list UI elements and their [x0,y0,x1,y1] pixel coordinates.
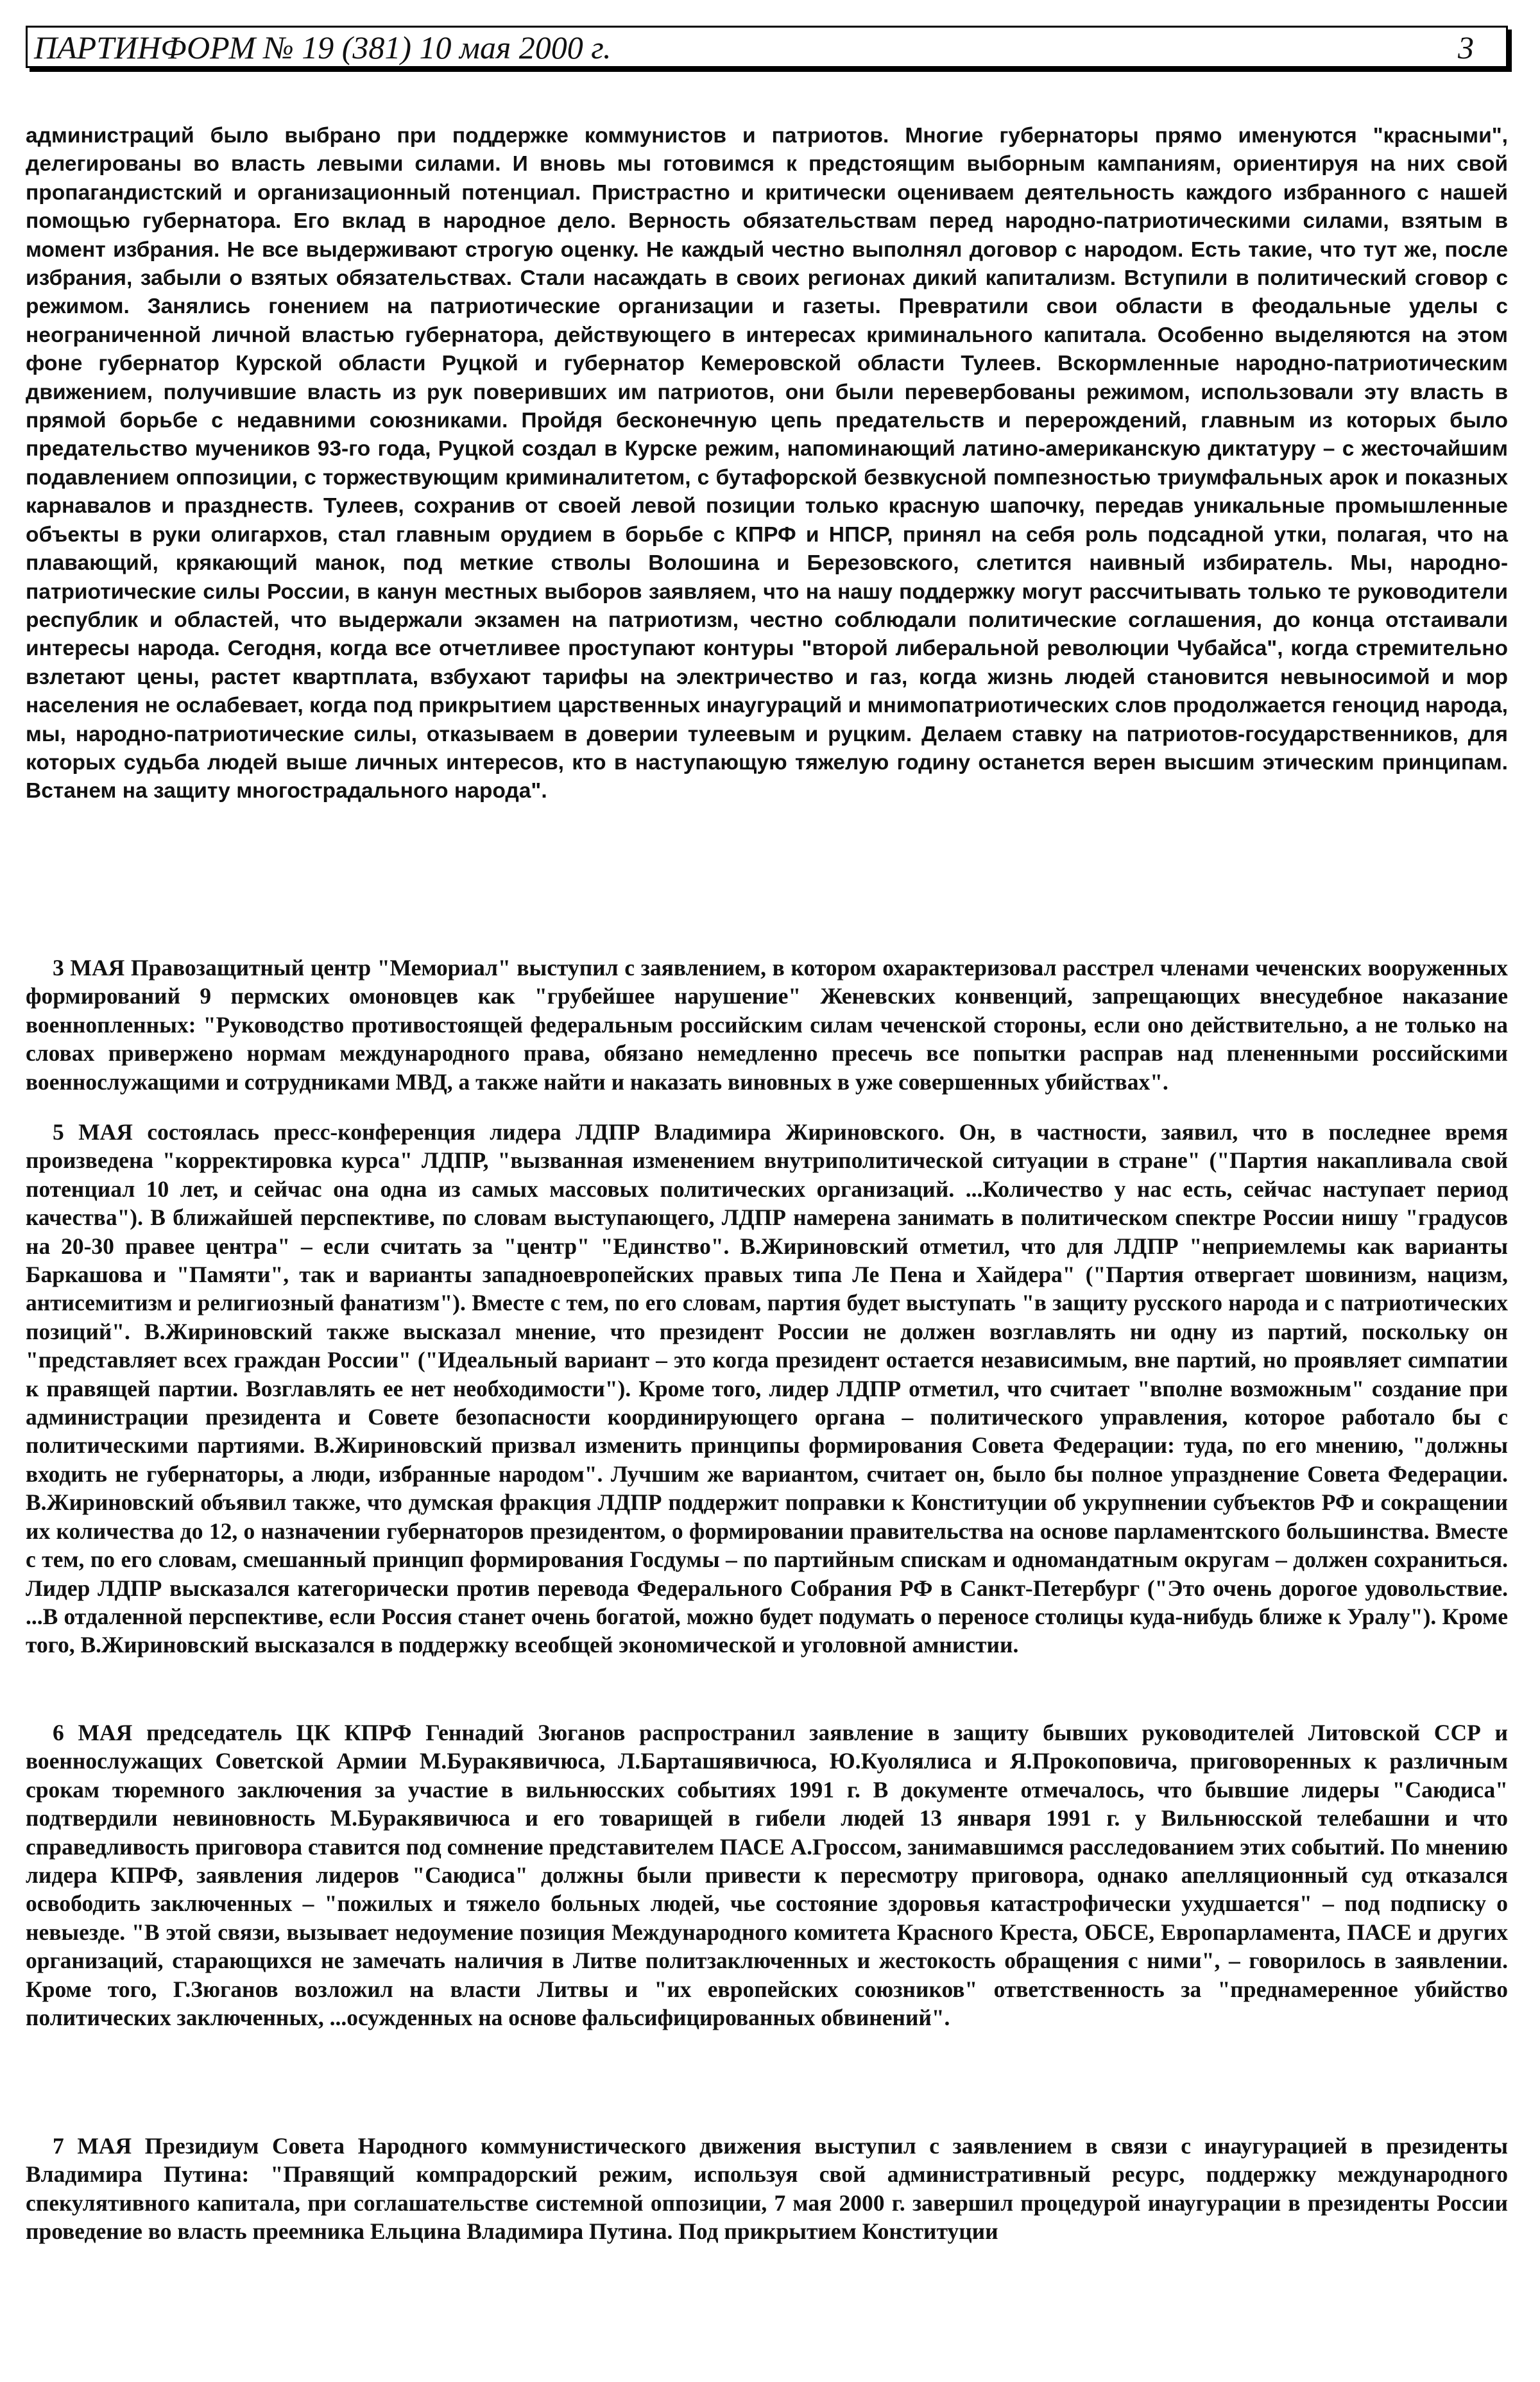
news-item-may-7: 7 МАЯ Президиум Совета Народного коммунистического движения выступил с заявлением в связи с инаугурацией в президенты Владимира Путина: "Правящий компрадорский режим, используя свой административный ресурс, поддержку международного спекулятивного капитала, при соглашательстве системной оппозиции, 7 мая 2000 г. завершил процедурой инаугурации в президенты России проведение во власть преемника Ельцина Владимира Путина. Под прикрытием Конституции [26,2133,1508,2245]
page-number: 3 [1458,30,1474,65]
publication-title: ПАРТИНФОРМ № 19 (381) 10 мая 2000 г. [34,30,612,65]
lead-paragraph: администраций было выбрано при поддержке коммунистов и патриотов. Многие губернаторы прямо именуются "красными", делегированы во власть левыми силами. И вновь мы готовимся к предстоящим выборным кампаниям, ориентируя на них свой пропагандистский и организационный потенциал. Пристрастно и критически оцениваем деятельность каждого избранного с нашей помощью губернатора. Его вклад в народное дело. Верность обязательствам перед народно-патриотическими силами, взятым в момент избрания. Не все выдерживают строгую оценку. Не каждый честно выполнял договор с народом. Есть такие, что тут же, после избрания, забыли о взятых обязательствах. Стали насаждать в своих регионах дикий капитализм. Вступили в политический сговор с режимом. Занялись гонением на патриотические организации и газеты. Превратили свои области в феодальные уделы с неограниченной личной властью губернатора, действующего в интересах криминального капитала. Особенно выделяются на этом фоне губернатор Курской области Руцкой и губернатор Кемеровской области Тулеев. Вскормленные народно-патриотическим движением, получившие власть из рук поверивших им патриотов, они были перевербованы режимом, использовали эту власть в прямой борьбе с недавними союзниками. Пройдя бесконечную цепь предательств и перерождений, главным из которых было предательство мучеников 93-го года, Руцкой создал в Курске режим, напоминающий латино-американскую диктатуру – с жесточайшим подавлением оппозиции, с торжествующим криминалитетом, с бутафорской безвкусной помпезностью триумфальных арок и показных карнавалов и празднеств. Тулеев, сохранив от своей левой позиции только красную шапочку, передав уникальные промышленные объекты в руки олигархов, стал главным орудием в борьбе с КПРФ и НПСР, принял на себя роль подсадной утки, полагая, что на плавающий, крякающий манок, под меткие стволы Волошина и Березовского, слетится наивный избиратель. Мы, народно-патриотические силы России, в канун местных выборов заявляем, что на нашу поддержку могут рассчитывать только те руководители республик и областей, что выдержали экзамен на патриотизм, честно соблюдали политические соглашения, до конца отстаивали интересы народа. Сегодня, когда все отчетливее проступают контуры "второй либеральной революции Чубайса", когда стремительно взлетают цены, растет квартплата, взбухают тарифы на электричество и газ, когда жизнь людей становится невыносимой и мор населения не ослабевает, когда под прикрытием царственных инаугураций и мнимопатриотических слов продолжается геноцид народа, мы, народно-патриотические силы, отказываем в доверии тулеевым и руцким. Делаем ставку на патриотов-государственников, для которых судьба людей выше личных интересов, кто в наступающую тяжелую годину останется верен высшим этическим принципам. Встанем на защиту многострадального народа". [26,124,1508,803]
page-header [26,26,1508,68]
newspaper-page [26,26,1508,2245]
news-item-may-6: 6 МАЯ председатель ЦК КПРФ Геннадий Зюганов распространил заявление в защиту бывших руководителей Литовской ССР и военнослужащих Советской Армии М.Буракявичюса, Л.Барташявичюса, Ю.Куолялиса и Я.Прокоповича, приговоренных к различным срокам тюремного заключения за участие в вильнюсских событиях 1991 г. В документе отмечалось, что бывшие лидеры "Саюдиса" подтвердили невиновность М.Буракявичюса и его товарищей в гибели людей 13 января 1991 г. у Вильнюсской телебашни и что справедливость приговора ставится под сомнение представителем ПАСЕ А.Гроссом, занимавшимся расследованием этих событий. По мнению лидера КПРФ, заявления лидеров "Саюдиса" должны были привести к пересмотру приговора, однако апелляционный суд отказался освободить заключенных – "пожилых и тяжело больных людей, чье состояние здоровья катастрофически ухудшается" – под подписку о невыезде. "В этой связи, вызывает недоумение позиция Международного комитета Красного Креста, ОБСЕ, Европарламента, ПАСЕ и других организаций, старающихся не замечать наличия в Литве политзаключенных и жестокость обращения с ними", – говорилось в заявлении. Кроме того, Г.Зюганов возложил на власти Литвы и "их европейских союзников" ответственность за "преднамеренное убийство политических заключенных, ...осужденных на основе фальсифицированных обвинений". [26,1720,1508,2031]
news-item-may-3: 3 МАЯ Правозащитный центр "Мемориал" выступил с заявлением, в котором охарактеризовал расстрел членами чеченских вооруженных формирований 9 пермских омоновцев как "грубейшее нарушение" Женевских конвенций, запрещающих внесудебное наказание военнопленных: "Руководство противостоящей федеральным российским силам чеченской стороны, если оно действительно, а не только на словах привержено нормам международного права, обязано немедленно пресечь все попытки расправ над плененными российскими военнослужащими и сотрудниками МВД, а также найти и наказать виновных в уже совершенных убийствах". [26,955,1508,1095]
news-item-may-5: 5 МАЯ состоялась пресс-конференция лидера ЛДПР Владимира Жириновского. Он, в частности, заявил, что в последнее время произведена "корректировка курса" ЛДПР, "вызванная изменением внутриполитической ситуации в стране" ("Партия накапливала свой потенциал 10 лет, и сейчас она одна из самых массовых политических организаций. ...Количество у нас есть, сейчас наступает период качества"). В ближайшей перспективе, по словам выступающего, ЛДПР намерена занимать в политическом спектре России нишу "градусов на 20-30 правее центра" – если считать за "центр" "Единство". В.Жириновский отметил, что для ЛДПР "неприемлемы как варианты Баркашова и "Памяти", так и варианты западноевропейских правых типа Ле Пена и Хайдера" ("Партия отвергает шовинизм, нацизм, антисемитизм и религиозный фанатизм"). Вместе с тем, по его словам, партия будет выступать "в защиту русского народа и с патриотических позиций". В.Жириновский также высказал мнение, что президент России не должен возглавлять ни одну из партий, поскольку он "представляет всех граждан России" ("Идеальный вариант – это когда президент остается независимым, вне партий, но проявляет симпатии к правящей партии. Возглавлять ее нет необходимости"). Кроме того, лидер ЛДПР отметил, что считает "вполне возможным" создание при администрации президента и Совете безопасности координирующего органа – политического управления, которое работало бы с политическими партиями. В.Жириновский призвал изменить принципы формирования Совета Федерации: туда, по его мнению, "должны входить не губернаторы, а люди, избранные народом". Лучшим же вариантом, считает он, было бы полное упразднение Совета Федерации. В.Жириновский объявил также, что думская фракция ЛДПР поддержит поправки к Конституции об укрупнении субъектов РФ и сокращении их количества до 12, о назначении губернаторов президентом, о формировании правительства на основе парламентского большинства. Вместе с тем, по его словам, смешанный принцип формирования Госдумы – по партийным спискам и одномандатным округам – должен сохраниться. Лидер ЛДПР высказался категорически против перевода Федерального Собрания РФ в Санкт-Петербург ("Это очень дорогое удовольствие. ...В отдаленной перспективе, если Россия станет очень богатой, можно будет подумать о переносе столицы куда-нибудь ближе к Уралу"). Кроме того, В.Жириновский высказался в поддержку всеобщей экономической и уголовной амнистии. [26,1119,1508,1658]
